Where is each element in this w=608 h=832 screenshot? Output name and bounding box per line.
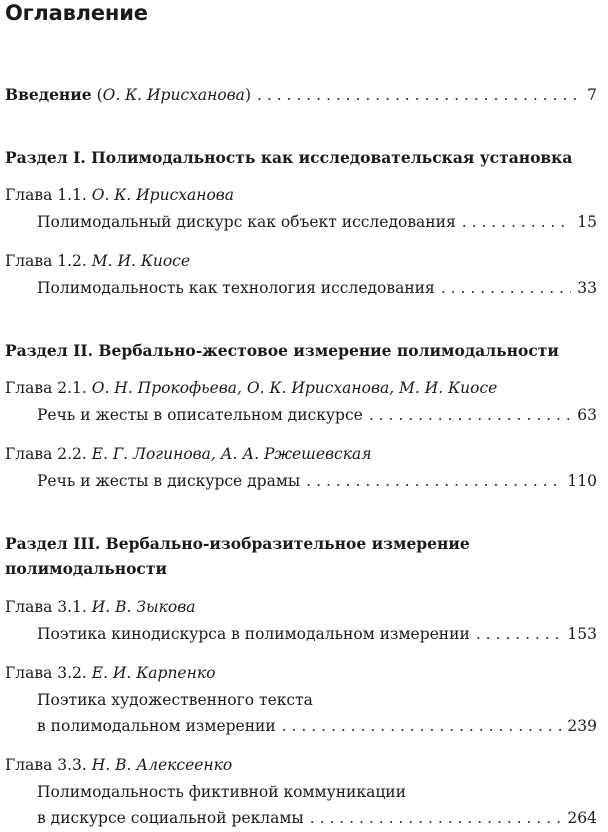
intro-paren-close: ) bbox=[244, 86, 251, 104]
chapter-authors: Н. В. Алексеенко bbox=[91, 756, 233, 774]
toc-entry[interactable] bbox=[37, 404, 597, 426]
chapter-title: Поэтика художественного текста bbox=[37, 691, 313, 709]
chapter-header bbox=[5, 443, 608, 465]
page-number: 239 bbox=[567, 717, 597, 735]
dot-leader bbox=[476, 623, 562, 645]
chapter-number: Глава 2.2. bbox=[5, 445, 92, 463]
page-number: 264 bbox=[567, 809, 597, 827]
page-number: 33 bbox=[577, 279, 597, 297]
chapter-number: Глава 1.1. bbox=[5, 186, 92, 204]
chapter-header bbox=[5, 184, 608, 206]
toc-entry[interactable] bbox=[37, 807, 597, 829]
toc-entry[interactable] bbox=[37, 623, 597, 645]
toc-entry-intro[interactable] bbox=[5, 84, 597, 106]
toc-entry[interactable] bbox=[37, 211, 597, 233]
chapter-authors: Е. И. Карпенко bbox=[91, 664, 216, 682]
toc-entry[interactable] bbox=[37, 277, 597, 299]
dot-leader bbox=[462, 211, 572, 233]
toc-entry[interactable] bbox=[37, 470, 597, 492]
chapter-header bbox=[5, 250, 608, 272]
chapter-authors: О. К. Ирисханова bbox=[91, 186, 235, 204]
chapter-authors: И. В. Зыкова bbox=[91, 598, 196, 616]
chapter-header bbox=[5, 596, 608, 618]
chapter-title: Полимодальность как технология исследования bbox=[37, 279, 435, 297]
chapter-header bbox=[5, 754, 608, 776]
intro-paren-open: ( bbox=[91, 86, 103, 104]
page-title: Оглавление bbox=[5, 1, 148, 25]
chapter-title: Полимодальность фиктивной коммуникации bbox=[37, 783, 406, 801]
chapter-number: Глава 3.1. bbox=[5, 598, 92, 616]
chapter-title: Полимодальный дискурс как объект исследования bbox=[37, 213, 456, 231]
chapter-number: Глава 2.1. bbox=[5, 379, 92, 397]
dot-leader bbox=[369, 404, 571, 426]
page-number: 153 bbox=[567, 625, 597, 643]
chapter-title: Поэтика кинодискурса в полимодальном измерении bbox=[37, 625, 470, 643]
chapter-title-continued: в полимодальном измерении bbox=[37, 717, 276, 735]
section-heading-continued: полимодальности bbox=[5, 559, 167, 578]
page-number: 7 bbox=[587, 86, 597, 104]
chapter-number: Глава 1.2. bbox=[5, 252, 92, 270]
chapter-title: Речь и жесты в описательном дискурсе bbox=[37, 406, 363, 424]
section-heading: Раздел II. Вербально-жестовое измерение полимодальности bbox=[5, 341, 559, 360]
dot-leader bbox=[310, 807, 562, 829]
chapter-authors: Е. Г. Логинова, А. А. Ржешевская bbox=[91, 445, 372, 463]
intro-title bbox=[5, 84, 251, 106]
chapter-number: Глава 3.2. bbox=[5, 664, 92, 682]
chapter-authors: О. Н. Прокофьева, О. К. Ирисханова, М. И. Киосе bbox=[91, 379, 498, 397]
chapter-number: Глава 3.3. bbox=[5, 756, 92, 774]
intro-author: О. К. Ирисханова bbox=[102, 86, 245, 104]
chapter-authors: М. И. Киосе bbox=[91, 252, 191, 270]
page-number: 110 bbox=[567, 472, 597, 490]
chapter-title: Речь и жесты в дискурсе драмы bbox=[37, 472, 301, 490]
chapter-title-continued: в дискурсе социальной рекламы bbox=[37, 809, 304, 827]
page-number: 15 bbox=[577, 213, 597, 231]
chapter-header bbox=[5, 662, 608, 684]
dot-leader bbox=[282, 715, 562, 737]
toc-entry[interactable] bbox=[37, 715, 597, 737]
chapter-header bbox=[5, 377, 608, 399]
intro-label: Введение bbox=[5, 85, 92, 104]
page-number: 63 bbox=[577, 406, 597, 424]
dot-leader bbox=[441, 277, 571, 299]
dot-leader bbox=[306, 470, 561, 492]
dot-leader bbox=[257, 84, 581, 106]
section-heading: Раздел III. Вербально-изобразительное измерение bbox=[5, 534, 470, 553]
section-heading: Раздел I. Полимодальность как исследовательская установка bbox=[5, 148, 573, 167]
